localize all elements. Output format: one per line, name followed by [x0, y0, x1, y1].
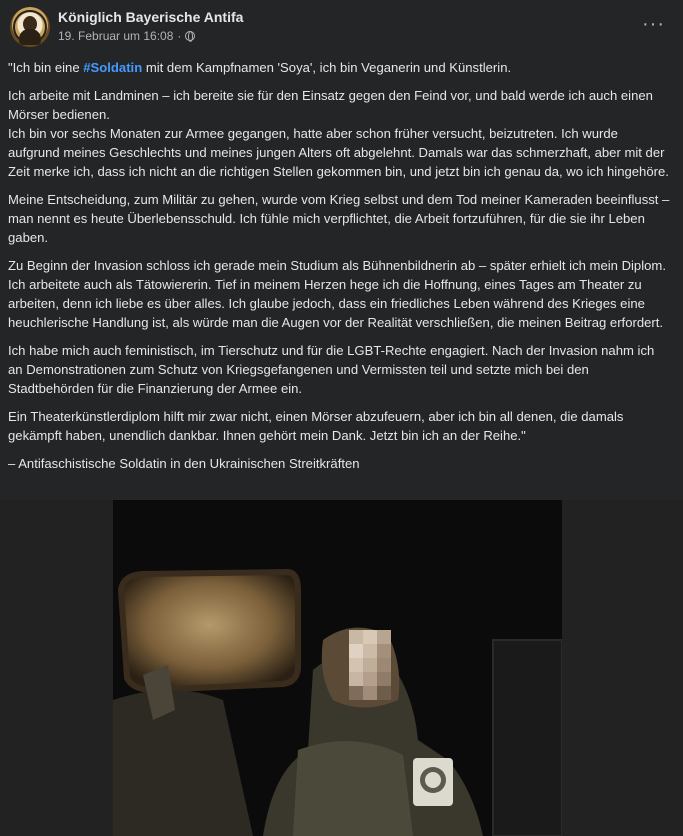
- post-text: [8, 58, 670, 482]
- p2-line-a: Ich arbeite mit Landminen – ich bereite sie für den Einsatz gegen den Feind vor, und bald werde ich auch einen Mörser bedienen.: [8, 88, 653, 122]
- p1-pre: "Ich bin eine: [8, 60, 84, 75]
- paragraph-3: Meine Entscheidung, zum Militär zu gehen, wurde vom Krieg selbst und dem Tod meiner Kameraden beeinflusst – man nennt es heute Überlebensschuld. Ich fühle mich verpflichtet, die Arbeit fortzuführen, für die sie ihr Leben gaben.: [8, 192, 670, 245]
- page-name-link[interactable]: Königlich Bayerische Antifa: [58, 9, 244, 25]
- more-options-icon[interactable]: ···: [642, 13, 665, 35]
- p2-line-b: Ich bin vor sechs Monaten zur Armee gegangen, hatte aber schon früher versucht, beizutreten. Ich wurde aufgrund meines Geschlechts und meines jungen Alters oft abgelehnt. Damals war das schmerzhaft, aber mit der Zeit merke ich, dass ich nicht an die richtigen Stellen gekommen bin, und jetzt bin ich genau da, wo ich hingehöre.: [8, 126, 669, 179]
- paragraph-7: – Antifaschistische Soldatin in den Ukrainischen Streitkräften: [8, 456, 360, 471]
- hashtag-soldatin-link[interactable]: #Soldatin: [83, 60, 143, 75]
- p1-post: mit dem Kampfnamen 'Soya', ich bin Veganerin und Künstlerin.: [142, 60, 512, 75]
- post-meta: [58, 29, 195, 43]
- paragraph-6: Ein Theaterkünstlerdiplom hilft mir zwar nicht, einen Mörser abzufeuern, aber ich bin all denen, die damals gekämpft haben, unendlich dankbar. Ihnen gehört mein Dank. Jetzt bin ich an der Reihe.": [8, 409, 624, 443]
- avatar-body: [19, 29, 41, 45]
- post-image-container[interactable]: [0, 500, 683, 836]
- globe-icon[interactable]: [185, 31, 195, 41]
- paragraph-5: Ich habe mich auch feministisch, im Tierschutz und für die LGBT-Rechte engagiert. Nach der Invasion nahm ich an Demonstrationen zum Schutz von Kriegsgefangenen und Vermissten teil und setzte mich bei den Stadtbehörden für die Finanzierung der Armee ein.: [8, 343, 655, 396]
- post-timestamp[interactable]: 19. Februar um 16:08: [58, 29, 174, 43]
- post-header: [0, 0, 683, 56]
- paragraph-4: Zu Beginn der Invasion schloss ich gerade mein Studium als Bühnenbildnerin ab – später erhielt ich mein Diplom. Ich arbeitete auch als Tätowiererin. Tief in meinem Herzen hege ich die Hoffnung, eines Tages am Theater zu arbeiten, denn ich liebe es über alles. Ich glaube jedoch, dass ein friedliches Leben während des Krieges eine heuchlerische Handlung ist, als würde man die Augen vor der Realität verschließen, die meinen Beitrag erfordert.: [8, 258, 666, 330]
- photo-illustration: [113, 500, 562, 836]
- meta-separator: ·: [177, 29, 182, 43]
- paragraph-1: [8, 58, 670, 77]
- post-photo[interactable]: [113, 500, 562, 836]
- paragraph-2: [8, 86, 670, 181]
- page-avatar[interactable]: [10, 7, 50, 47]
